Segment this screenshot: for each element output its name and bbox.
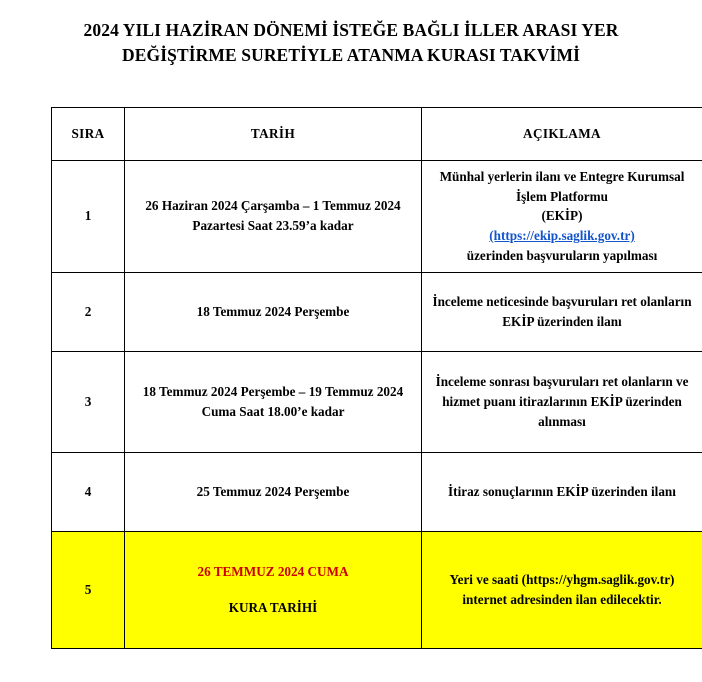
row-description: İnceleme neticesinde başvuruları ret olanların EKİP üzerinden ilanı	[422, 272, 702, 351]
row-description: Yeri ve saati (https://yhgm.saglik.gov.tr) internet adresinden ilan edilecektir.	[422, 531, 702, 648]
kura-date: 26 TEMMUZ 2024 CUMA	[197, 563, 349, 579]
row-description: İtiraz sonuçlarının EKİP üzerinden ilanı	[422, 452, 702, 531]
page-title-line-1: 2024 YILI HAZİRAN DÖNEMİ İSTEĞE BAĞLI İLLER ARASI YER	[83, 20, 619, 40]
page-title-line-2: DEĞİŞTİRME SURETİYLE ATANMA KURASI TAKVİMİ	[122, 45, 580, 66]
schedule-table-container	[51, 107, 692, 649]
row-date	[125, 531, 422, 648]
row-description-part-3: üzerinden başvuruların yapılması	[466, 247, 658, 263]
row-date: 18 Temmuz 2024 Perşembe – 19 Temmuz 2024 Cuma Saat 18.00’e kadar	[125, 351, 422, 452]
row-index: 3	[52, 351, 125, 452]
table-body	[52, 160, 702, 648]
kura-label: KURA TARİHİ	[228, 599, 318, 615]
row-description	[422, 160, 702, 272]
row-index: 1	[52, 160, 125, 272]
row-date: 26 Haziran 2024 Çarşamba – 1 Temmuz 2024 Pazartesi Saat 23.59’a kadar	[125, 160, 422, 272]
ekip-link[interactable]: (https://ekip.saglik.gov.tr)	[489, 228, 635, 244]
row-index: 2	[52, 272, 125, 351]
column-header-aciklama: AÇIKLAMA	[422, 107, 702, 160]
table-header	[52, 107, 702, 160]
row-date: 25 Temmuz 2024 Perşembe	[125, 452, 422, 531]
table-row	[52, 452, 702, 531]
row-description-part-1: Münhal yerlerin ilanı ve Entegre Kurumsal İşlem Platformu	[439, 168, 685, 204]
table-row-highlighted	[52, 531, 702, 648]
table-header-row	[52, 107, 702, 160]
schedule-table	[51, 107, 702, 649]
table-row	[52, 160, 702, 272]
row-index: 5	[52, 531, 125, 648]
column-header-sira: SIRA	[52, 107, 125, 160]
row-index: 4	[52, 452, 125, 531]
page-title	[0, 0, 702, 69]
row-description-part-2: (EKİP)	[541, 208, 583, 224]
table-row	[52, 272, 702, 351]
row-date: 18 Temmuz 2024 Perşembe	[125, 272, 422, 351]
table-row	[52, 351, 702, 452]
column-header-tarih: TARİH	[125, 107, 422, 160]
row-description: İnceleme sonrası başvuruları ret olanların ve hizmet puanı itirazlarının EKİP üzerinden alınması	[422, 351, 702, 452]
